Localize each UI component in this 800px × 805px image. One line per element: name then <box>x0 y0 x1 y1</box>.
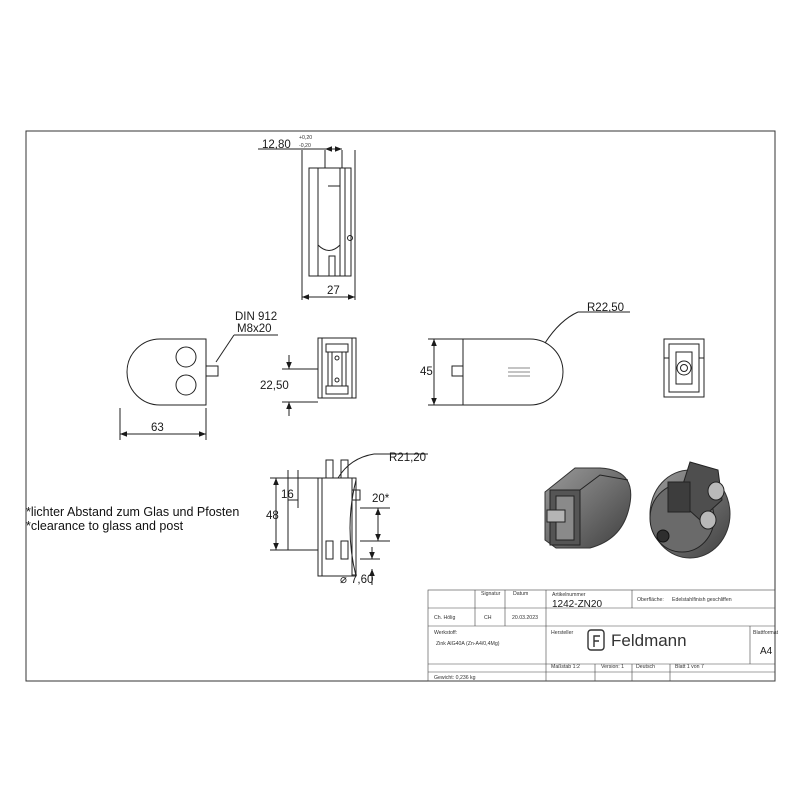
tb-format: A4 <box>760 646 773 657</box>
tb-brand: Feldmann <box>611 631 687 650</box>
tb-sign: CH <box>484 615 492 621</box>
note-en: *clearance to glass and post <box>26 519 184 533</box>
dim-radius-glass: R21,20 <box>389 452 427 464</box>
side-view-middle <box>282 338 356 416</box>
render-back <box>650 462 730 558</box>
tb-surface-label: Oberfläche: <box>637 597 664 603</box>
front-view-right <box>428 312 630 405</box>
tb-scale: Maßstab 1:2 <box>551 664 580 670</box>
tb-version: Version: 1 <box>601 664 625 670</box>
dim-height-45: 45 <box>420 366 433 378</box>
tb-format-label: Blattformat <box>753 630 779 636</box>
tb-date-label: Datum <box>513 591 529 597</box>
tb-checked: Ch. Hölig <box>434 615 456 621</box>
dim-20: 20* <box>372 493 390 505</box>
render-front <box>545 468 631 548</box>
dim-depth: 27 <box>327 285 340 297</box>
screw-size: M8x20 <box>237 323 272 335</box>
tb-sheet: Blatt 1 von 7 <box>675 664 704 670</box>
top-view <box>258 149 355 300</box>
dim-width: 63 <box>151 422 164 434</box>
dim-half-height: 22,50 <box>260 380 289 392</box>
screw-std: DIN 912 <box>235 311 278 323</box>
dim-diameter: 7,60 <box>351 574 374 586</box>
tb-maker-label: Hersteller <box>551 630 574 636</box>
tb-material-label: Werkstoff: <box>434 630 458 636</box>
back-view <box>664 339 704 397</box>
feldmann-logo-icon <box>588 630 604 650</box>
tb-language: Deutsch <box>636 664 656 670</box>
dim-48: 48 <box>266 510 279 522</box>
dim-16: 16 <box>281 489 294 501</box>
tol-minus: -0,20 <box>299 143 311 149</box>
bottom-view <box>270 454 428 585</box>
tb-weight: Gewicht: 0,236 kg <box>434 675 476 681</box>
dim-radius-front: R22,50 <box>587 302 625 314</box>
tb-date: 20.03.2023 <box>512 615 538 621</box>
note-de: *lichter Abstand zum Glas und Pfosten <box>26 505 240 519</box>
dim-thickness: 12,80 <box>262 139 291 151</box>
tb-sign-label: Signatur <box>481 591 501 597</box>
tb-article-label: Artikelnummer <box>552 592 586 598</box>
tol-plus: +0,20 <box>299 135 313 141</box>
tb-article: 1242-ZN20 <box>552 599 603 610</box>
tb-surface: Edelstahlfinish geschliffen <box>672 597 732 603</box>
front-view-left <box>120 335 278 440</box>
tb-material: Zink AlG40A (Zn-A4/0,4Mg) <box>436 641 500 647</box>
diameter-symbol: ⌀ <box>340 574 347 586</box>
